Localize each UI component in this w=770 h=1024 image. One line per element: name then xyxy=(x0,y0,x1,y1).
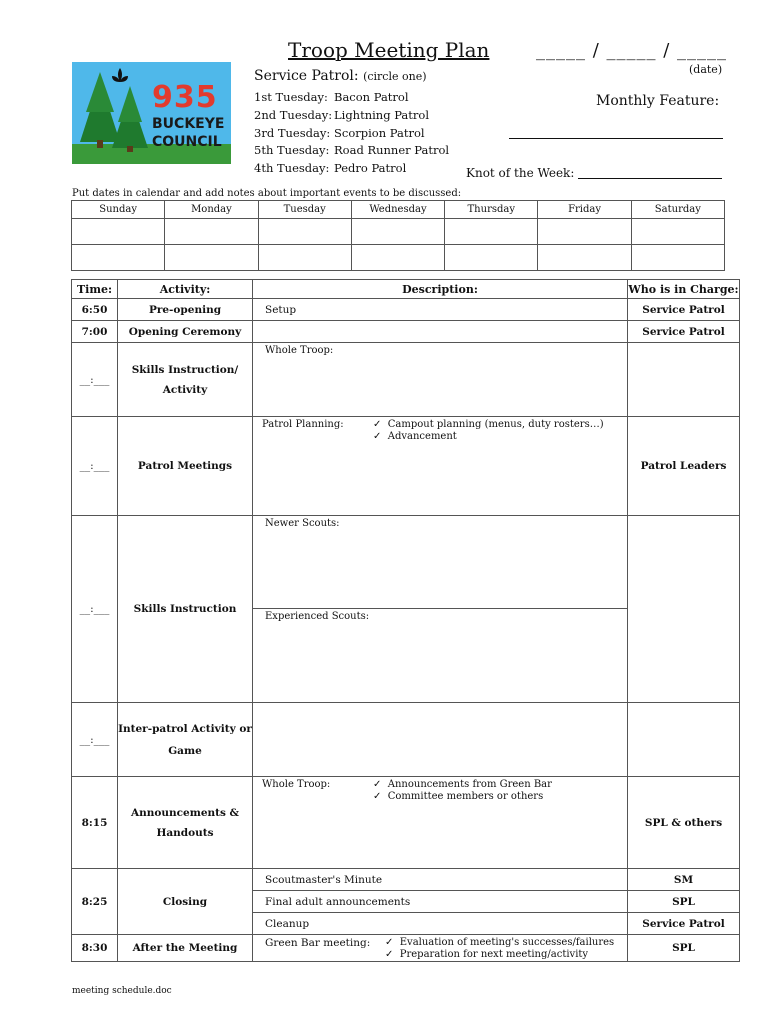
calendar-cell[interactable] xyxy=(258,245,351,271)
description-cell[interactable] xyxy=(253,321,628,343)
service-patrol-row xyxy=(254,143,449,157)
charge-cell: Service Patrol xyxy=(628,299,740,321)
day-header: Thursday xyxy=(445,201,538,219)
activity-cell: Closing xyxy=(118,869,253,935)
schedule-row xyxy=(72,869,740,891)
checklist-text: Announcements from Green Bar xyxy=(387,779,552,790)
checklist-text: Campout planning (menus, duty rosters…) xyxy=(387,419,604,430)
description-cell xyxy=(253,935,628,962)
activity-cell: Opening Ceremony xyxy=(118,321,253,343)
monthly-feature-label: Monthly Feature: xyxy=(596,93,720,109)
charge-cell: SM xyxy=(628,869,740,891)
description-cell[interactable] xyxy=(253,777,628,869)
checklist-item xyxy=(385,937,614,948)
schedule-row xyxy=(72,935,740,962)
check-icon: ✓ xyxy=(385,949,394,960)
patrol-name: Lightning Patrol xyxy=(334,108,430,122)
checklist-item xyxy=(373,779,552,790)
description-cell[interactable] xyxy=(253,343,628,417)
calendar-table xyxy=(71,200,725,271)
service-patrol-row xyxy=(254,108,429,122)
day-header: Wednesday xyxy=(351,201,444,219)
charge-cell: Service Patrol xyxy=(628,321,740,343)
service-patrol-hint: (circle one) xyxy=(363,70,427,83)
calendar-cell[interactable] xyxy=(72,245,165,271)
calendar-cell[interactable] xyxy=(538,245,631,271)
description-cell: Setup xyxy=(253,299,628,321)
description-cell[interactable] xyxy=(253,703,628,777)
calendar-cell[interactable] xyxy=(538,219,631,245)
charge-cell: Patrol Leaders xyxy=(628,417,740,516)
patrol-name: Bacon Patrol xyxy=(334,90,409,104)
schedule-row xyxy=(72,299,740,321)
charge-cell[interactable] xyxy=(628,703,740,777)
time-cell: 8:30 xyxy=(72,935,118,962)
description-cell[interactable] xyxy=(253,609,628,703)
schedule-row xyxy=(72,703,740,777)
check-icon: ✓ xyxy=(373,431,382,442)
check-icon: ✓ xyxy=(373,779,382,790)
activity-cell: Skills Instruction xyxy=(118,516,253,703)
day-header: Saturday xyxy=(631,201,724,219)
time-cell[interactable]: __:___ xyxy=(72,417,118,516)
schedule-row xyxy=(72,777,740,869)
service-patrol-row xyxy=(254,90,409,104)
schedule-header-row xyxy=(72,280,740,299)
service-patrol-heading xyxy=(254,68,427,84)
monthly-feature-field[interactable] xyxy=(509,138,723,139)
checklist-text: Evaluation of meeting's successes/failures xyxy=(399,937,615,948)
knot-of-week-field[interactable] xyxy=(578,178,722,179)
description-cell[interactable] xyxy=(253,516,628,609)
footer-filename: meeting schedule.doc xyxy=(72,986,172,996)
logo-line2: COUNCIL xyxy=(152,134,222,150)
calendar-cell[interactable] xyxy=(445,219,538,245)
calendar-instruction: Put dates in calendar and add notes about important events to be discussed: xyxy=(72,188,462,199)
activity-header: Activity: xyxy=(118,280,253,299)
service-patrol-label: Service Patrol: xyxy=(254,68,359,84)
charge-cell[interactable] xyxy=(628,516,740,703)
description-header: Description: xyxy=(253,280,628,299)
calendar-cell[interactable] xyxy=(631,245,724,271)
council-logo xyxy=(72,62,231,164)
calendar-header-row xyxy=(72,201,725,219)
activity-cell: Patrol Meetings xyxy=(118,417,253,516)
week-label: 4th Tuesday: xyxy=(254,161,330,175)
description-cell: Cleanup xyxy=(253,913,628,935)
charge-cell: SPL xyxy=(628,891,740,913)
charge-cell: Service Patrol xyxy=(628,913,740,935)
charge-cell: SPL & others xyxy=(628,777,740,869)
knot-of-week-label: Knot of the Week: xyxy=(466,166,575,180)
date-label: (date) xyxy=(689,63,723,76)
week-label: 1st Tuesday: xyxy=(254,90,328,104)
schedule-row xyxy=(72,343,740,417)
calendar-cell[interactable] xyxy=(165,245,258,271)
day-header: Tuesday xyxy=(258,201,351,219)
patrol-name: Road Runner Patrol xyxy=(334,143,450,157)
patrol-name: Pedro Patrol xyxy=(334,161,407,175)
time-cell: 8:15 xyxy=(72,777,118,869)
schedule-row xyxy=(72,516,740,609)
calendar-cell[interactable] xyxy=(258,219,351,245)
note-label: Patrol Planning: xyxy=(262,419,344,430)
note-label: Newer Scouts: xyxy=(265,518,340,529)
patrol-name: Scorpion Patrol xyxy=(334,126,425,140)
activity-cell: Inter-patrol Activity or Game xyxy=(118,703,253,777)
calendar-cell[interactable] xyxy=(165,219,258,245)
time-cell[interactable]: __:___ xyxy=(72,703,118,777)
check-icon: ✓ xyxy=(373,419,382,430)
time-cell: 6:50 xyxy=(72,299,118,321)
schedule-row xyxy=(72,321,740,343)
day-header: Sunday xyxy=(72,201,165,219)
time-cell: 8:25 xyxy=(72,869,118,935)
day-header: Friday xyxy=(538,201,631,219)
charge-header: Who is in Charge: xyxy=(628,280,740,299)
charge-cell: SPL xyxy=(628,935,740,962)
service-patrol-row xyxy=(254,161,406,175)
check-icon: ✓ xyxy=(373,791,382,802)
time-cell[interactable]: __:___ xyxy=(72,343,118,417)
checklist-text: Preparation for next meeting/activity xyxy=(399,949,589,960)
calendar-cell[interactable] xyxy=(445,245,538,271)
checklist-text: Advancement xyxy=(387,431,457,442)
schedule-table xyxy=(71,279,740,962)
description-cell[interactable] xyxy=(253,417,628,516)
checklist-item xyxy=(373,419,604,430)
calendar-week-row xyxy=(72,245,725,271)
date-blanks: _____ / _____ / _____ xyxy=(536,40,728,61)
calendar-cell[interactable] xyxy=(72,219,165,245)
day-header: Monday xyxy=(165,201,258,219)
calendar-week-row xyxy=(72,219,725,245)
time-header: Time: xyxy=(72,280,118,299)
week-label: 3rd Tuesday: xyxy=(254,126,331,140)
logo-line1: BUCKEYE xyxy=(152,116,225,132)
calendar-cell[interactable] xyxy=(351,219,444,245)
week-label: 5th Tuesday: xyxy=(254,143,330,157)
note-label: Whole Troop: xyxy=(265,345,334,356)
week-label: 2nd Tuesday: xyxy=(254,108,333,122)
note-label: Experienced Scouts: xyxy=(265,611,370,622)
activity-cell: Skills Instruction/ Activity xyxy=(118,343,253,417)
description-cell: Scoutmaster's Minute xyxy=(253,869,628,891)
checklist-text: Committee members or others xyxy=(387,791,544,802)
schedule-row xyxy=(72,417,740,516)
activity-cell: After the Meeting xyxy=(118,935,253,962)
checklist-item xyxy=(373,791,543,802)
activity-cell: Announcements & Handouts xyxy=(118,777,253,869)
page-title: Troop Meeting Plan xyxy=(288,38,490,62)
note-label: Green Bar meeting: xyxy=(265,937,371,949)
check-icon: ✓ xyxy=(385,937,394,948)
logo-number: 935 xyxy=(152,80,218,115)
time-cell[interactable]: __:___ xyxy=(72,516,118,703)
note-label: Whole Troop: xyxy=(262,779,331,790)
description-cell: Final adult announcements xyxy=(253,891,628,913)
calendar-cell[interactable] xyxy=(631,219,724,245)
calendar-cell[interactable] xyxy=(351,245,444,271)
activity-cell: Pre-opening xyxy=(118,299,253,321)
checklist-item xyxy=(373,431,457,442)
charge-cell[interactable] xyxy=(628,343,740,417)
service-patrol-row xyxy=(254,126,425,140)
checklist-item xyxy=(385,949,588,960)
time-cell: 7:00 xyxy=(72,321,118,343)
